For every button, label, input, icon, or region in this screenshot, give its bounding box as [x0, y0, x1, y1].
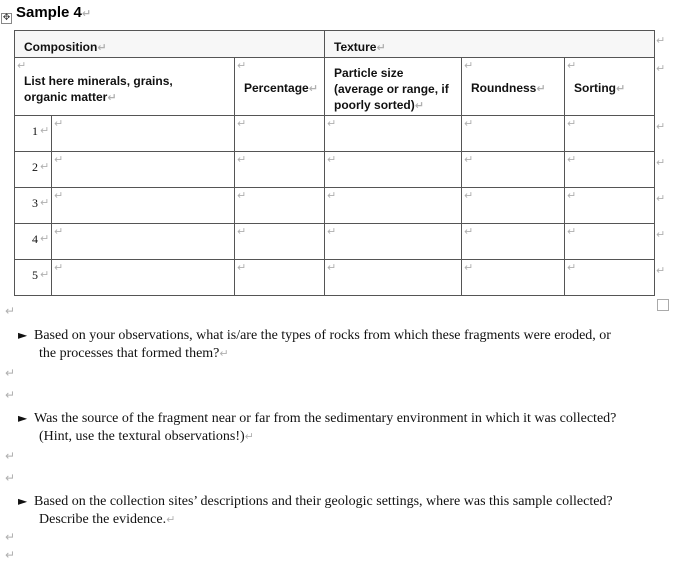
row-end-mark-icon: ↵ [656, 120, 666, 133]
bullet-arrow-icon: ► [18, 328, 28, 342]
minerals-input-cell[interactable]: ↵ [52, 260, 235, 296]
percentage-input-cell[interactable]: ↵ [235, 116, 325, 152]
empty-paragraph-mark-icon: ↵ [5, 548, 16, 562]
row-number: 3 [32, 196, 38, 210]
question-2-line2: (Hint, use the textural observations!) [39, 429, 245, 444]
minerals-label: List here minerals, grains, organic matter [24, 74, 173, 104]
question-1-line1: Based on your observations, what is/are the types of rocks from which these fragments were eroded, or [34, 328, 611, 343]
particle-size-label: Particle size (average or range, if poorly sorted) [334, 66, 449, 112]
question-2-line1: Was the source of the fragment near or far from the sedimentary environment in which it was collected? [34, 411, 617, 426]
roundness-header-cell[interactable]: ↵ Roundness↵ [462, 58, 565, 116]
percentage-header-cell[interactable]: ↵ Percentage↵ [235, 58, 325, 116]
row-end-mark-icon: ↵ [656, 264, 666, 277]
row-number: 5 [32, 268, 38, 282]
roundness-input-cell[interactable]: ↵ [462, 188, 565, 224]
row-number: 4 [32, 232, 38, 246]
composition-header-cell[interactable]: Composition↵ [15, 31, 325, 58]
particle-size-input-cell[interactable]: ↵ [325, 260, 462, 296]
sorting-input-cell[interactable]: ↵ [565, 224, 655, 260]
minerals-input-cell[interactable]: ↵ [52, 116, 235, 152]
title-text: Sample 4 [16, 4, 82, 21]
question-1-line2: the processes that formed them? [39, 346, 220, 361]
percentage-input-cell[interactable]: ↵ [235, 188, 325, 224]
row-number-cell[interactable]: 2 ↵ [15, 152, 52, 188]
bullet-arrow-icon: ► [18, 411, 28, 425]
particle-size-input-cell[interactable]: ↵ [325, 152, 462, 188]
row-end-mark-icon: ↵ [656, 156, 666, 169]
roundness-label: Roundness [471, 81, 537, 95]
sorting-label: Sorting [574, 81, 617, 95]
question-3-line1: Based on the collection sites’ descriptions and their geologic settings, where was this sample collected? [34, 494, 613, 509]
table-row [15, 116, 655, 152]
table-row [15, 224, 655, 260]
question-2: ► Was the source of the fragment near or far from the sedimentary environment in which it was collected? (Hint, use the textural observations!)↵ [18, 411, 617, 444]
sorting-header-cell[interactable]: ↵ Sorting↵ [565, 58, 655, 116]
percentage-input-cell[interactable]: ↵ [235, 224, 325, 260]
table-row [15, 152, 655, 188]
minerals-input-cell[interactable]: ↵ [52, 224, 235, 260]
row-number-cell[interactable]: 3 ↵ [15, 188, 52, 224]
particle-size-input-cell[interactable]: ↵ [325, 116, 462, 152]
table-header-row-columns [15, 58, 655, 116]
roundness-input-cell[interactable]: ↵ [462, 116, 565, 152]
particle-size-input-cell[interactable]: ↵ [325, 188, 462, 224]
page-title [16, 4, 91, 21]
empty-paragraph-mark-icon: ↵ [5, 366, 16, 380]
particle-size-header-cell[interactable]: Particle size (average or range, if poorly sorted)↵ [325, 58, 462, 116]
percentage-input-cell[interactable]: ↵ [235, 152, 325, 188]
bullet-arrow-icon: ► [18, 494, 28, 508]
row-number-cell[interactable]: 1 ↵ [15, 116, 52, 152]
empty-paragraph-mark-icon: ↵ [5, 471, 16, 485]
composition-label: Composition [24, 40, 98, 54]
sample-table [14, 30, 655, 296]
row-end-mark-icon: ↵ [656, 62, 666, 75]
table-row [15, 260, 655, 296]
empty-paragraph-mark-icon: ↵ [5, 304, 16, 318]
roundness-input-cell[interactable]: ↵ [462, 224, 565, 260]
paragraph-mark-icon: ↵ [81, 7, 92, 20]
table-header-row-groups [15, 31, 655, 58]
sorting-input-cell[interactable]: ↵ [565, 188, 655, 224]
texture-label: Texture [334, 40, 377, 54]
minerals-input-cell[interactable]: ↵ [52, 188, 235, 224]
roundness-input-cell[interactable]: ↵ [462, 260, 565, 296]
texture-header-cell[interactable]: Texture↵ [325, 31, 655, 58]
question-1: ► Based on your observations, what is/are the types of rocks from which these fragments were eroded, or the processes that formed them?↵ [18, 328, 611, 361]
row-end-mark-icon: ↵ [656, 34, 666, 47]
row-number-cell[interactable]: 5 ↵ [15, 260, 52, 296]
question-3: ► Based on the collection sites’ descriptions and their geologic settings, where was this sample collected? Describe the evidence.↵ [18, 494, 613, 527]
table-move-handle-icon[interactable]: ✥ [2, 13, 11, 23]
empty-paragraph-mark-icon: ↵ [5, 449, 16, 463]
row-number-cell[interactable]: 4 ↵ [15, 224, 52, 260]
percentage-input-cell[interactable]: ↵ [235, 260, 325, 296]
minerals-header-cell[interactable]: ↵ List here minerals, grains, organic matter↵ [15, 58, 235, 116]
empty-paragraph-mark-icon: ↵ [5, 530, 16, 544]
table-resize-handle[interactable] [657, 299, 669, 311]
sorting-input-cell[interactable]: ↵ [565, 152, 655, 188]
question-3-line2: Describe the evidence. [39, 512, 167, 527]
row-end-mark-icon: ↵ [656, 192, 666, 205]
row-number: 1 [32, 124, 38, 138]
roundness-input-cell[interactable]: ↵ [462, 152, 565, 188]
percentage-label: Percentage [244, 81, 309, 95]
particle-size-input-cell[interactable]: ↵ [325, 224, 462, 260]
minerals-input-cell[interactable]: ↵ [52, 152, 235, 188]
table-row [15, 188, 655, 224]
row-end-mark-icon: ↵ [656, 228, 666, 241]
sorting-input-cell[interactable]: ↵ [565, 260, 655, 296]
row-number: 2 [32, 160, 38, 174]
sorting-input-cell[interactable]: ↵ [565, 116, 655, 152]
empty-paragraph-mark-icon: ↵ [5, 388, 16, 402]
